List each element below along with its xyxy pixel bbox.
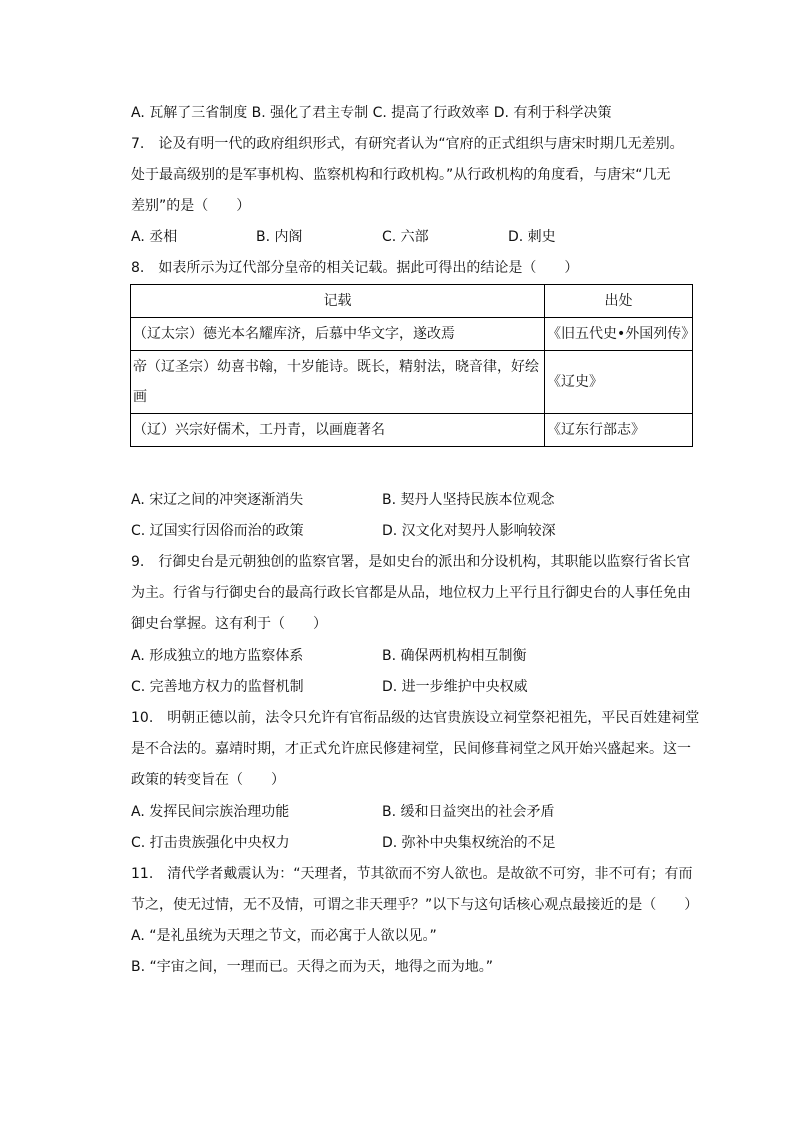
header-record: 记载: [131, 285, 545, 318]
q9-option-c: C. 完善地方权力的监督机制: [131, 679, 304, 695]
q7-stem-line-1: 7. 论及有明一代的政府组织形式，有研究者认为“官府的正式组织与唐宋时期几无差别。: [131, 136, 684, 152]
header-source: 出处: [545, 285, 693, 318]
q8-option-a: A. 宋辽之间的冲突逐渐消失: [131, 492, 304, 508]
q9-stem-line-2: 为主。行省与行御史台的最高行政长官都是从品，地位权力上平行且行御史台的人事任免由: [131, 585, 691, 601]
q10-option-a: A. 发挥民间宗族治理功能: [131, 804, 290, 820]
q8-option-d: D. 汉文化对契丹人影响较深: [382, 523, 556, 539]
q9-option-d: D. 进一步维护中央权威: [382, 679, 528, 695]
q7-option-b: B. 内阁: [256, 229, 303, 245]
q11-stem-line-1: 11. 清代学者戴震认为：“天理者，节其欲而不穷人欲也。是故欲不可穷，非不可有；有而: [131, 866, 693, 882]
q9-option-b: B. 确保两机构相互制衡: [382, 648, 527, 664]
table-row: [131, 351, 693, 414]
record-cell: （辽）兴宗好儒术，工丹青，以画鹿著名: [131, 414, 545, 447]
q9-option-a: A. 形成独立的地方监察体系: [131, 648, 304, 664]
table-header-row: [131, 285, 693, 318]
source-cell: 《旧五代史•外国列传》: [545, 318, 693, 351]
q10-option-b: B. 缓和日益突出的社会矛盾: [382, 804, 555, 820]
q10-stem-line-2: 是不合法的。嘉靖时期，才正式允许庶民修建祠堂，民间修葺祠堂之风开始兴盛起来。这一: [131, 741, 691, 757]
q9-stem-line-1: 9. 行御史台是元朝独创的监察官署，是如史台的派出和分设机构，其职能以监察行省长官: [131, 554, 691, 570]
q10-stem-line-1: 10. 明朝正德以前，法令只允许有官衔品级的达官贵族设立祠堂祭祀祖先，平民百姓建祠堂: [131, 710, 700, 726]
table-row: [131, 318, 693, 351]
q11-option-a: A. “是礼虽统为天理之节文，而必寓于人欲以见。”: [131, 928, 437, 944]
q7-stem-line-2: 处于最高级别的是军事机构、监察机构和行政机构。”从行政机构的角度看，与唐宋“几无: [131, 167, 671, 183]
source-cell: 《辽东行部志》: [545, 414, 693, 447]
q9-stem-line-3: 御史台掌握。这有利于（ ）: [131, 616, 327, 632]
q10-option-d: D. 弥补中央集权统治的不足: [382, 835, 556, 851]
record-cell: （辽太宗）德光本名耀库济，后慕中华文字，遂改焉: [131, 318, 545, 351]
q11-option-b: B. “宇宙之间，一理而已。天得之而为天，地得之而为地。”: [131, 959, 494, 975]
q8-stem: 8. 如表所示为辽代部分皇帝的相关记载。据此可得出的结论是（ ）: [131, 260, 579, 276]
record-cell: 帝（辽圣宗）幼喜书翰，十岁能诗。既长，精射法，晓音律，好绘画: [131, 351, 545, 414]
q10-option-c: C. 打击贵族强化中央权力: [131, 835, 290, 851]
source-cell: 《辽史》: [545, 351, 693, 414]
q10-stem-line-3: 政策的转变旨在（ ）: [131, 772, 285, 788]
q8-option-c: C. 辽国实行因俗而治的政策: [131, 523, 304, 539]
q6-options: A. 瓦解了三省制度 B. 强化了君主专制 C. 提高了行政效率 D. 有利于科学决策: [131, 105, 612, 121]
q8-option-b: B. 契丹人坚持民族本位观念: [382, 492, 555, 508]
q7-option-a: A. 丞相: [131, 229, 178, 245]
q8-records-table: [130, 284, 696, 447]
table-row: [131, 414, 693, 447]
q7-option-c: C. 六部: [382, 229, 429, 245]
q11-stem-line-2: 节之，使无过情，无不及情，可谓之非天理乎？”以下与这句话核心观点最接近的是（ ）: [131, 897, 699, 913]
q7-stem-line-3: 差别”的是（ ）: [131, 198, 251, 214]
q7-option-d: D. 刺史: [508, 229, 556, 245]
